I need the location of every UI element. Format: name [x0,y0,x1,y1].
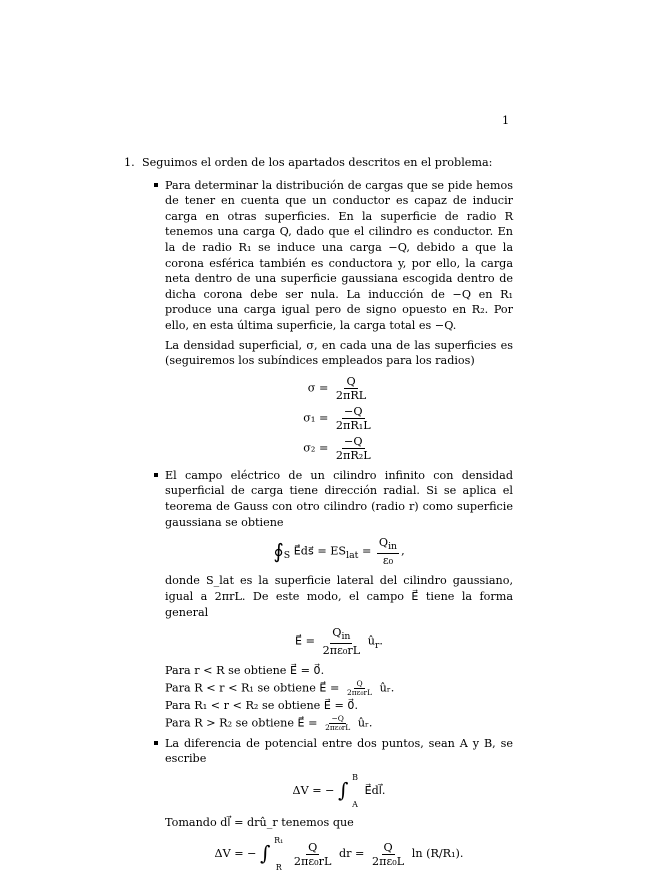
page-number: 1 [502,114,510,127]
equation-dv: ΔV = − ∫ B A E⃗dl⃗. [292,772,386,809]
equation-gauss: $∮_S$ E⃗ds⃗ = $ES_{lat}$ = $\frac{Q_{in}}{\text{ε₀}}$ , [273,536,405,568]
bullet-potential-difference [165,736,513,873]
equation-sigma: σ = $\frac{Q}{\text{2πRL}}$ [307,374,367,402]
case-1: Para r < R se obtiene E⃗ = 0⃗. [165,664,325,678]
equation-field: E⃗ = $\frac{Q_{in}}{\text{2πε₀rL}}$ $û_r$. [295,626,383,658]
case-3: Para R₁ < r < R₂ se obtiene E⃗ = 0⃗. [165,698,359,712]
case-4: Para R > R₂ se obtiene E⃗ = $\frac{-Q}{\text{2πε₀rL}}$ ûᵣ. [165,713,373,732]
field-cases [165,663,513,731]
paragraph: La densidad superficial, σ, en cada una de las superficies es (seguiremos los subíndices empleados para los radios) [165,338,513,368]
bullet-list [165,178,513,873]
item-1 [124,155,520,878]
equation-sigmas [165,375,513,462]
bullet-marker [154,473,158,477]
bullet-marker [154,183,158,187]
paragraph: donde S_lat es la superficie lateral del cilindro gaussiano, igual a 2πrL. De este modo, el campo E⃗ tiene la forma general [165,574,513,619]
case-2: Para R < r < R₁ se obtiene E⃗ = $\frac{Q}{\text{2πε₀rL}}$ ûᵣ. [165,678,395,697]
bullet-electric-field [165,468,513,732]
bullet-marker [154,741,158,745]
paragraph: Tomando dl⃗ = drû_r tenemos que [165,815,354,829]
paragraph: La diferencia de potencial entre dos puntos, sean A y B, se escribe [165,736,513,766]
paragraph: El campo eléctrico de un cilindro infinito con densidad superficial de carga tiene dirección radial. Si se aplica el teorema de Gauss con otro cilindro (radio r) como superficie gaussiana se obtiene [165,468,513,529]
equation-sigma2: σ₂ = $\frac{-Q}{\text{2πR₂L}}$ [303,434,371,462]
equation-dv-result: ΔV = − ∫ R₁ R $\frac{Q}{\text{2πε₀rL}}$ dr = $\frac{Q}{\text{2πε₀L}}$ ln (R/R₁). [214,836,464,873]
item-marker: 1. [124,156,135,169]
bullet-charge-distribution [165,178,513,462]
paragraph: Para determinar la distribución de cargas que se pide hemos de tener en cuenta que un conductor es capaz de inducir carga en otras superficies. En la superficie de radio R tenemos una carga Q, dado que el cilindro es conductor. En la de radio R₁ se induce una carga −Q, debido a que la corona esférica también es conductora y, por ello, la carga neta dentro de una superficie gaussiana escogida dentro de dicha corona debe ser nula. La inducción de −Q en R₁ produce una carga igual pero de signo opuesto en R₂. Por ello, en esta última superficie, la carga total es −Q. [165,178,513,332]
equation-sigma1: σ₁ = $\frac{-Q}{\text{2πR₁L}}$ [303,404,371,432]
item-lead: Seguimos el orden de los apartados descritos en el problema: [142,156,493,169]
